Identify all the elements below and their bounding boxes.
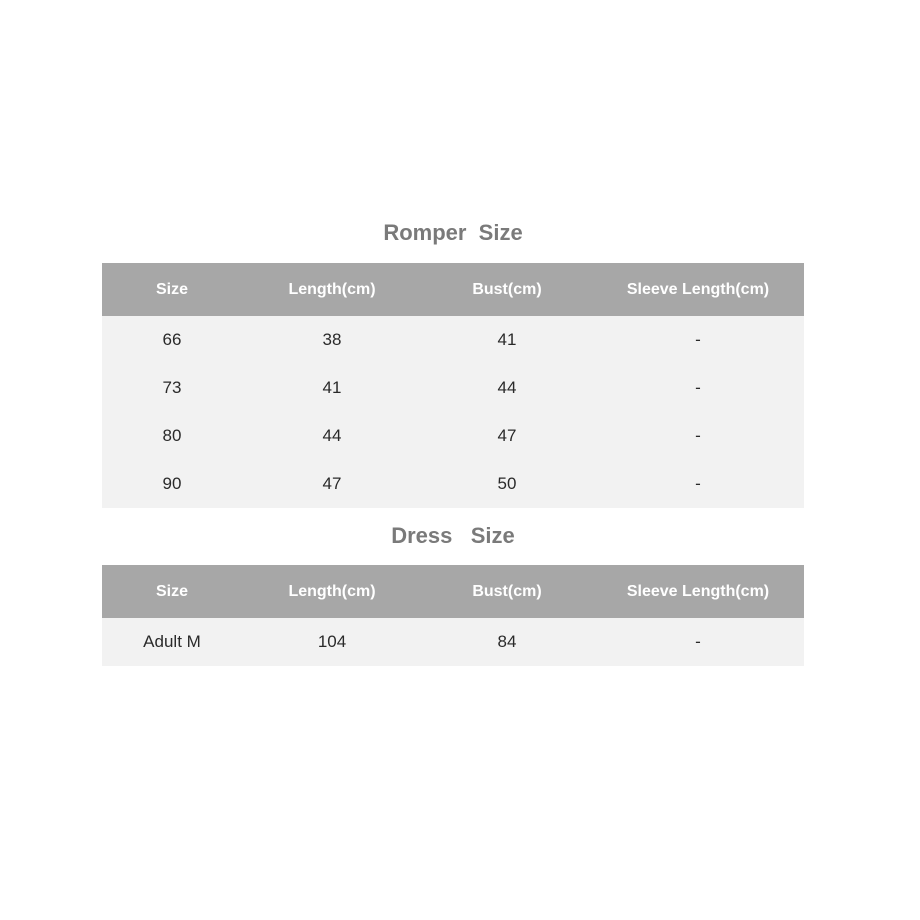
dress-cell-length: 104 <box>242 618 422 666</box>
dress-header-bust: Bust(cm) <box>422 565 592 618</box>
table-row <box>102 618 804 666</box>
romper-cell-sleeve-length: - <box>592 316 804 364</box>
dress-size-title: Dress Size <box>391 523 515 548</box>
romper-size-table <box>102 263 804 508</box>
table-row <box>102 460 804 508</box>
romper-cell-size: 80 <box>102 412 242 460</box>
romper-header-size: Size <box>102 263 242 316</box>
dress-cell-bust: 84 <box>422 618 592 666</box>
romper-cell-length: 44 <box>242 412 422 460</box>
romper-cell-bust: 44 <box>422 364 592 412</box>
romper-cell-length: 38 <box>242 316 422 364</box>
romper-header-bust: Bust(cm) <box>422 263 592 316</box>
romper-cell-sleeve-length: - <box>592 460 804 508</box>
dress-header-row <box>102 565 804 618</box>
romper-cell-bust: 47 <box>422 412 592 460</box>
romper-size-title: Romper Size <box>383 220 523 245</box>
romper-cell-bust: 50 <box>422 460 592 508</box>
romper-cell-length: 47 <box>242 460 422 508</box>
romper-cell-bust: 41 <box>422 316 592 364</box>
dress-cell-size: Adult M <box>102 618 242 666</box>
dress-cell-sleeve-length: - <box>592 618 804 666</box>
table-row <box>102 364 804 412</box>
romper-cell-size: 66 <box>102 316 242 364</box>
romper-header-length: Length(cm) <box>242 263 422 316</box>
dress-header-length: Length(cm) <box>242 565 422 618</box>
romper-cell-length: 41 <box>242 364 422 412</box>
romper-header-sleeve-length: Sleeve Length(cm) <box>592 263 804 316</box>
dress-size-table <box>102 565 804 666</box>
dress-header-sleeve-length: Sleeve Length(cm) <box>592 565 804 618</box>
table-row <box>102 316 804 364</box>
romper-cell-sleeve-length: - <box>592 364 804 412</box>
dress-header-size: Size <box>102 565 242 618</box>
romper-cell-size: 90 <box>102 460 242 508</box>
romper-cell-sleeve-length: - <box>592 412 804 460</box>
romper-cell-size: 73 <box>102 364 242 412</box>
romper-header-row <box>102 263 804 316</box>
table-row <box>102 412 804 460</box>
